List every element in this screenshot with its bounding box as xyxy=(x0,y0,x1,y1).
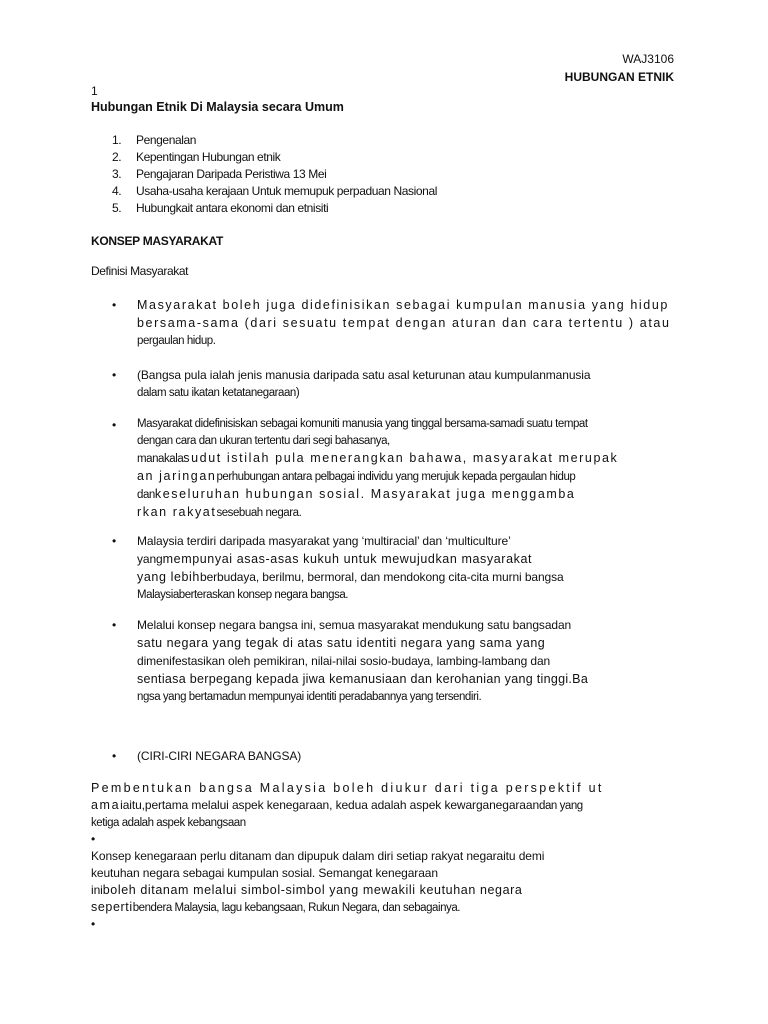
text-line: dankeseluruhan hubungan sosial. Masyarakat juga menggamba xyxy=(137,487,576,501)
text-line: an jaringanperhubungan antara pelbagai individu yang merujuk kepada pergaulan hidup xyxy=(137,469,576,483)
text-line: ngsa yang bertamadun mempunyai identiti peradabannya yang tersendiri. xyxy=(137,691,482,703)
text-line: yangmempunyai asas-asas kukuh untuk mewujudkan masyarakat xyxy=(137,552,533,566)
text-line: satu negara yang tegak di atas satu identiti negara yang sama yang xyxy=(137,636,546,650)
text-line: (Bangsa pula ialah jenis manusia daripada satu asal keturunan atau kumpulanmanusia xyxy=(137,368,591,382)
bullet-dot: • xyxy=(112,618,117,632)
definition-label: Definisi Masyarakat xyxy=(91,264,189,278)
text-line: Malaysiaberteraskan konsep negara bangsa. xyxy=(137,589,349,601)
text-line: pergaulan hidup. xyxy=(137,335,216,347)
toc-number: 3. xyxy=(112,167,122,181)
toc-number: 4. xyxy=(112,184,122,198)
toc-text: Pengenalan xyxy=(136,133,197,147)
table-of-contents xyxy=(112,132,437,217)
bullet-text xyxy=(137,296,671,350)
text-line: sepertibendera Malaysia, lagu kebangsaan, Rukun Negara, dan sebagainya. xyxy=(91,900,461,914)
paragraph xyxy=(91,780,604,846)
text-line: dalam satu ikatan ketatanegaraan) xyxy=(137,387,300,399)
text-line: dimenifestasikan oleh pemikiran, nilai-nilai sosio-budaya, lambing-lambang dan xyxy=(137,654,551,668)
text-line: sentiasa berpegang kepada jiwa kemanusiaan dan kerohanian yang tinggi.Ba xyxy=(137,672,589,686)
text-line: Pembentukan bangsa Malaysia boleh diukur dari tiga perspektif ut xyxy=(91,781,604,795)
toc-text: Usaha-usaha kerajaan Untuk memupuk perpaduan Nasional xyxy=(136,184,437,198)
text-line: amaiaitu,pertama melalui aspek kenegaraan, kedua adalah aspek kewarganegaraandan yang xyxy=(91,798,583,812)
toc-text: Kepentingan Hubungan etnik xyxy=(136,150,281,164)
toc-number: 2. xyxy=(112,150,122,164)
bullet-dot: • xyxy=(112,749,117,763)
bullet-text xyxy=(137,747,301,765)
toc-text: Hubungkait antara ekonomi dan etnisiti xyxy=(136,201,329,215)
bullet-text xyxy=(137,532,564,604)
toc-item xyxy=(112,183,437,200)
text-line: Malaysia terdiri daripada masyarakat yang ‘multiracial’ dan ‘multiculture’ xyxy=(137,534,511,548)
text-line: keutuhan negara sebagai kumpulan sosial. Semangat kenegaraan xyxy=(91,866,438,880)
text-line: Konsep kenegaraan perlu ditanam dan dipupuk dalam diri setiap rakyat negaraitu demi xyxy=(91,849,545,863)
course-code: WAJ3106 xyxy=(622,52,674,66)
course-title: HUBUNGAN ETNIK xyxy=(564,70,674,84)
bullet-text xyxy=(137,366,590,402)
toc-number: 5. xyxy=(112,201,122,215)
toc-item xyxy=(112,149,437,166)
bullet-dot: • xyxy=(91,917,96,931)
text-line: bersama-sama (dari sesuatu tempat dengan aturan dan cara tertentu ) atau xyxy=(137,316,671,330)
bullet-dot: • xyxy=(91,832,96,846)
section-heading: KONSEP MASYARAKAT xyxy=(91,234,224,248)
toc-text: Pengajaran Daripada Peristiwa 13 Mei xyxy=(136,167,327,181)
text-line: ketiga adalah aspek kebangsaan xyxy=(91,817,246,829)
text-line: Melalui konsep negara bangsa ini, semua masyarakat mendukung satu bangsadan xyxy=(137,618,572,632)
toc-item xyxy=(112,200,437,217)
text-line: yang lebihberbudaya, berilmu, bermoral, dan mendokong cita-cita murni bangsa xyxy=(137,570,564,584)
bullet-dot: • xyxy=(112,418,117,432)
paragraph xyxy=(91,848,544,931)
text-line: dengan cara dan ukuran tertentu dari segi bahasanya, xyxy=(137,435,390,447)
document-title: Hubungan Etnik Di Malaysia secara Umum xyxy=(91,100,344,114)
page-number: 1 xyxy=(91,84,98,98)
text-line: Masyarakat boleh juga didefinisikan sebagai kumpulan manusia yang hidup xyxy=(137,298,669,312)
toc-item xyxy=(112,166,437,183)
text-line: iniboleh ditanam melalui simbol-simbol yang mewakili keutuhan negara xyxy=(91,883,523,897)
text-line: manakalasudut istilah pula menerangkan bahawa, masyarakat merupak xyxy=(137,451,619,465)
bullet-dot: • xyxy=(112,534,117,548)
text-line: (CIRI-CIRI NEGARA BANGSA) xyxy=(137,749,302,763)
text-line: Masyarakat didefinisiskan sebagai komuniti manusia yang tinggal bersama-samadi suatu tempat xyxy=(137,418,588,430)
bullet-text xyxy=(137,416,618,522)
bullet-dot: • xyxy=(112,298,117,312)
toc-number: 1. xyxy=(112,133,122,147)
text-line: rkan rakyatsesebuah negara. xyxy=(137,505,302,519)
bullet-dot: • xyxy=(112,368,117,382)
bullet-text xyxy=(137,616,588,706)
toc-item xyxy=(112,132,437,149)
